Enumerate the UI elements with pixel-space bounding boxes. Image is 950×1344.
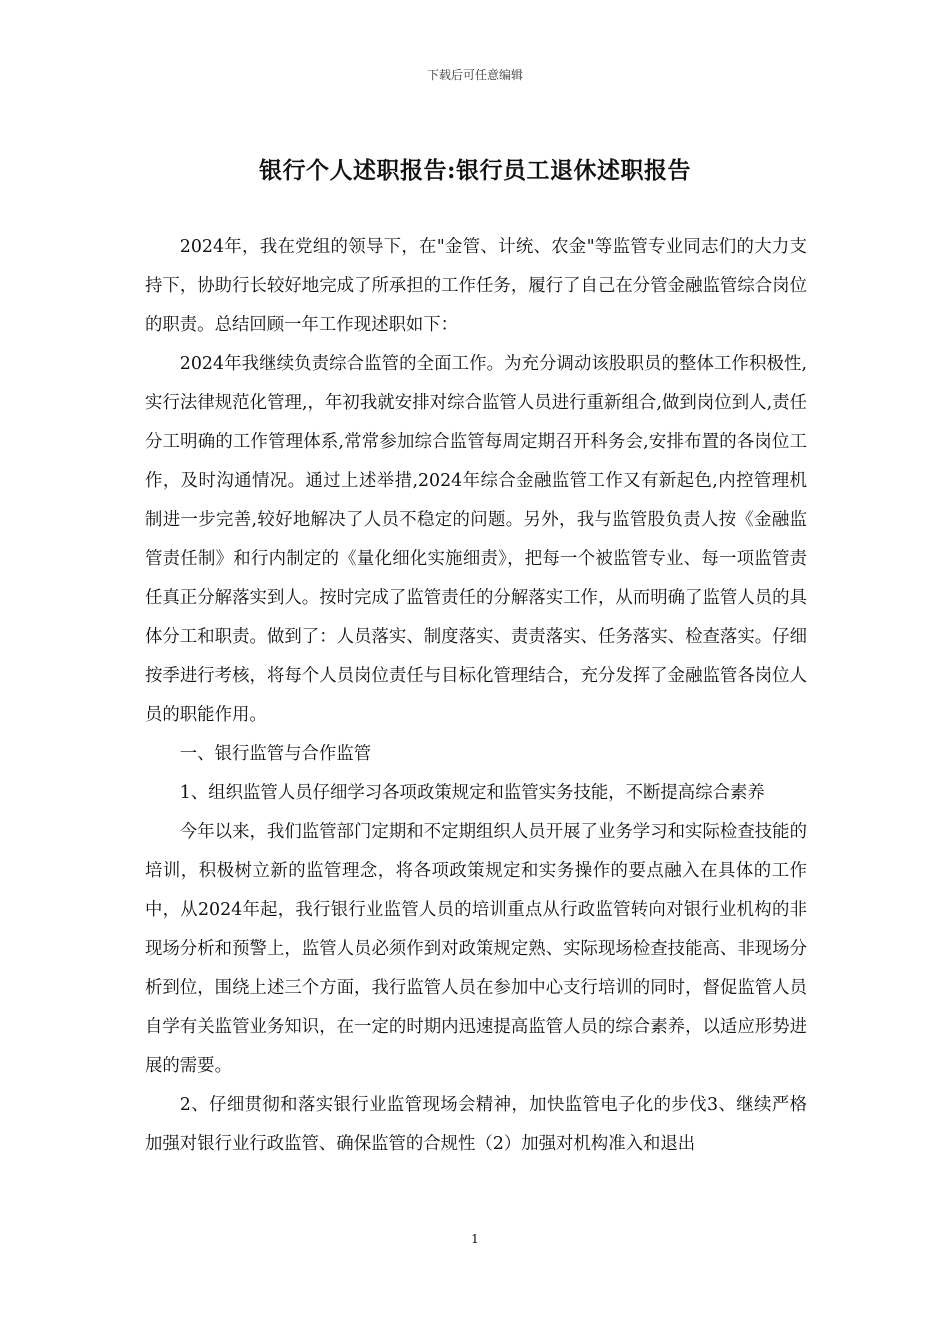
- paragraph-training: 今年以来，我们监管部门定期和不定期组织人员开展了业务学习和实际检查技能的培训，积极树立新的监管理念，将各项政策规定和实务操作的要点融入在具体的工作中，从2024年起，我行银行业监管人员的培训重点从行政监管转向对银行业机构的非现场分析和预警上，监管人员必须作到对政策规定熟、实际现场检查技能高、非现场分析到位，围绕上述三个方面，我行监管人员在参加中心支行培训的同时，督促监管人员自学有关监管业务知识，在一定的时期内迅速提高监管人员的综合素养，以适应形势进展的需要。: [145, 822, 807, 1076]
- page-number: 1: [471, 1232, 479, 1246]
- paragraph-intro: 2024年，我在党组的领导下，在"金管、计统、农金"等监管专业同志们的大力支持下，协助行长较好地完成了所承担的工作任务，履行了自己在分管金融监管综合岗位的职责。总结回顾一年工作现述职如下：: [145, 237, 807, 335]
- subsection-heading-2: 2、仔细贯彻和落实银行业监管现场会精神，加快监管电子化的步伐3、继续严格加强对银行业行政监管、确保监管的合规性（2）加强对机构准入和退出: [145, 1095, 807, 1154]
- subsection-heading-1: 1、组织监管人员仔细学习各项政策规定和监管实务技能，不断提高综合素养: [179, 783, 765, 803]
- document-title: 银行个人述职报告:银行员工退休述职报告: [259, 157, 691, 184]
- paragraph-overview: 2024年我继续负责综合监管的全面工作。为充分调动该股职员的整体工作积极性,实行法律规范化管理,，年初我就安排对综合监管人员进行重新组合,做到岗位到人,责任分工明确的工作管理体系,常常参加综合监管每周定期召开科务会,安排布置的各岗位工作，及时沟通情况。通过上述举措,2024年综合金融监管工作又有新起色,内控管理机制进一步完善,较好地解决了人员不稳定的问题。另外，我与监管股负责人按《金融监管责任制》和行内制定的《量化细化实施细责》，把每一个被监管专业、每一项监管责任真正分解落实到人。按时完成了监管责任的分解落实工作，从而明确了监管人员的具体分工和职责。做到了：人员落实、制度落实、责责落实、任务落实、检查落实。仔细按季进行考核，将每个人员岗位责任与目标化管理结合，充分发挥了金融监管各岗位人员的职能作用。: [145, 354, 807, 725]
- page-header-note: 下载后可任意编辑: [426, 68, 523, 82]
- document-body: [145, 228, 807, 1164]
- section-heading-1: 一、银行监管与合作监管: [179, 744, 372, 764]
